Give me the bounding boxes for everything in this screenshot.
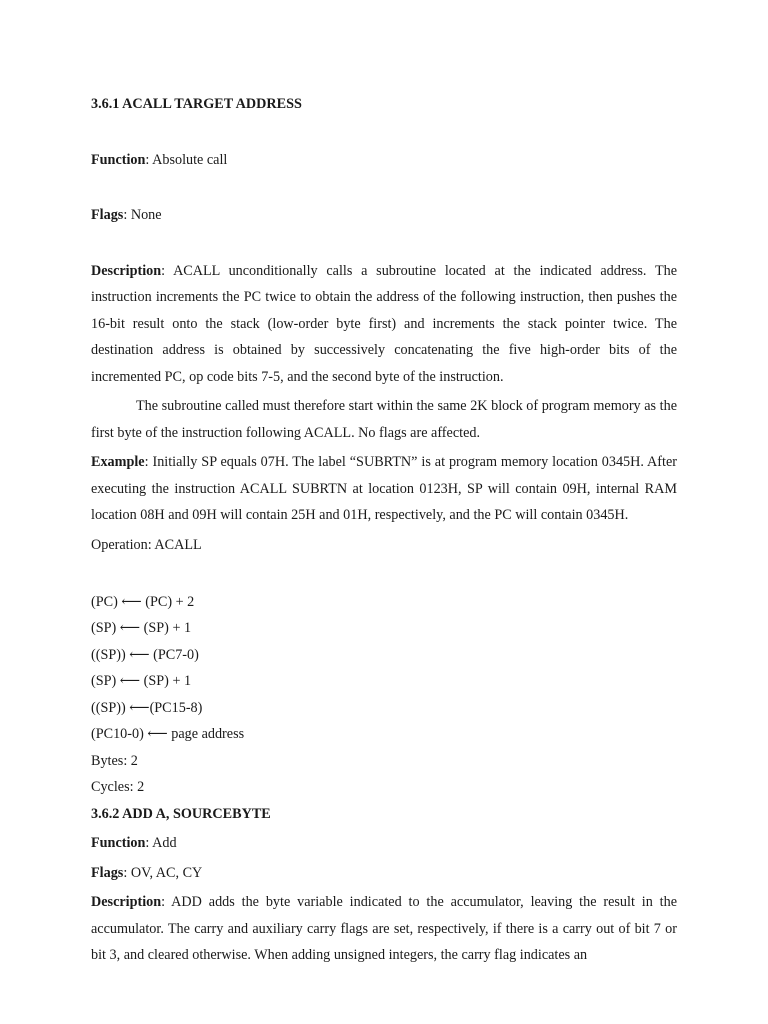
operation-step: ((SP)) ⟵ (PC7-0) xyxy=(91,646,199,663)
function-label: Function xyxy=(91,835,146,851)
operation-step: (PC10-0) ⟵ page address xyxy=(91,726,245,742)
description-label: Description xyxy=(91,894,162,910)
bytes-line: Bytes: 2 xyxy=(91,752,138,769)
function-value: : Add xyxy=(145,835,177,851)
section-heading: 3.6.1 ACALL TARGET ADDRESS xyxy=(91,96,302,112)
description-paragraph-2: The subroutine called must therefore start within the same 2K block of program memory as the first byte of the instruction following ACALL. No flags are affected. xyxy=(91,398,677,441)
function-label: Function xyxy=(91,151,146,168)
description-paragraph xyxy=(91,889,677,969)
flags-label: Flags xyxy=(91,864,124,881)
description-value: : ADD adds the byte variable indicated to the accumulator, leaving the result in the accumulator. The carry and auxiliary carry flags are set, respectively, if there is a carry out of bit 7 or bit 3, and cleared otherwise. When adding unsigned integers, the carry flag indicates an xyxy=(91,894,677,963)
function-value: : Absolute call xyxy=(145,151,228,168)
cycles-line: Cycles: 2 xyxy=(91,779,145,795)
example-label: Example xyxy=(91,454,145,470)
function-line xyxy=(91,830,677,857)
description-paragraph xyxy=(91,258,677,391)
operation-step: (PC) ⟵ (PC) + 2 xyxy=(91,593,195,610)
operation-step: (SP) ⟵ (SP) + 1 xyxy=(91,673,192,689)
flags-label: Flags xyxy=(91,207,124,223)
description-label: Description xyxy=(91,262,162,279)
flags-value: : None xyxy=(123,207,162,223)
flags-line xyxy=(91,860,677,887)
operation-step: ((SP)) ⟵(PC15-8) xyxy=(91,699,203,716)
example-value: : Initially SP equals 07H. The label “SUBRTN” is at program memory location 0345H. After executing the instruction ACALL SUBRTN at location 0123H, SP will contain 09H, internal RAM location 08H and 09H will contain 25H and 01H, respectively, and the PC will contain 0345H. xyxy=(91,454,677,523)
document-page xyxy=(91,91,677,969)
description-value: : ACALL unconditionally calls a subroutine located at the indicated address. The instruction increments the PC twice to obtain the address of the following instruction, then pushes the 16-bit result onto the stack (low-order byte first) and increments the stack pointer twice. The destination address is obtained by successively concatenating the five high-order bits of the incremented PC, op code bits 7-5, and the second byte of the instruction. xyxy=(91,262,677,385)
flags-line xyxy=(91,202,677,229)
operation-step: (SP) ⟵ (SP) + 1 xyxy=(91,620,192,636)
function-line xyxy=(91,147,677,174)
operation-line: Operation: ACALL xyxy=(91,536,202,553)
section-heading: 3.6.2 ADD A, SOURCEBYTE xyxy=(91,805,271,822)
flags-value: : OV, AC, CY xyxy=(123,864,203,881)
example-paragraph xyxy=(91,449,677,529)
